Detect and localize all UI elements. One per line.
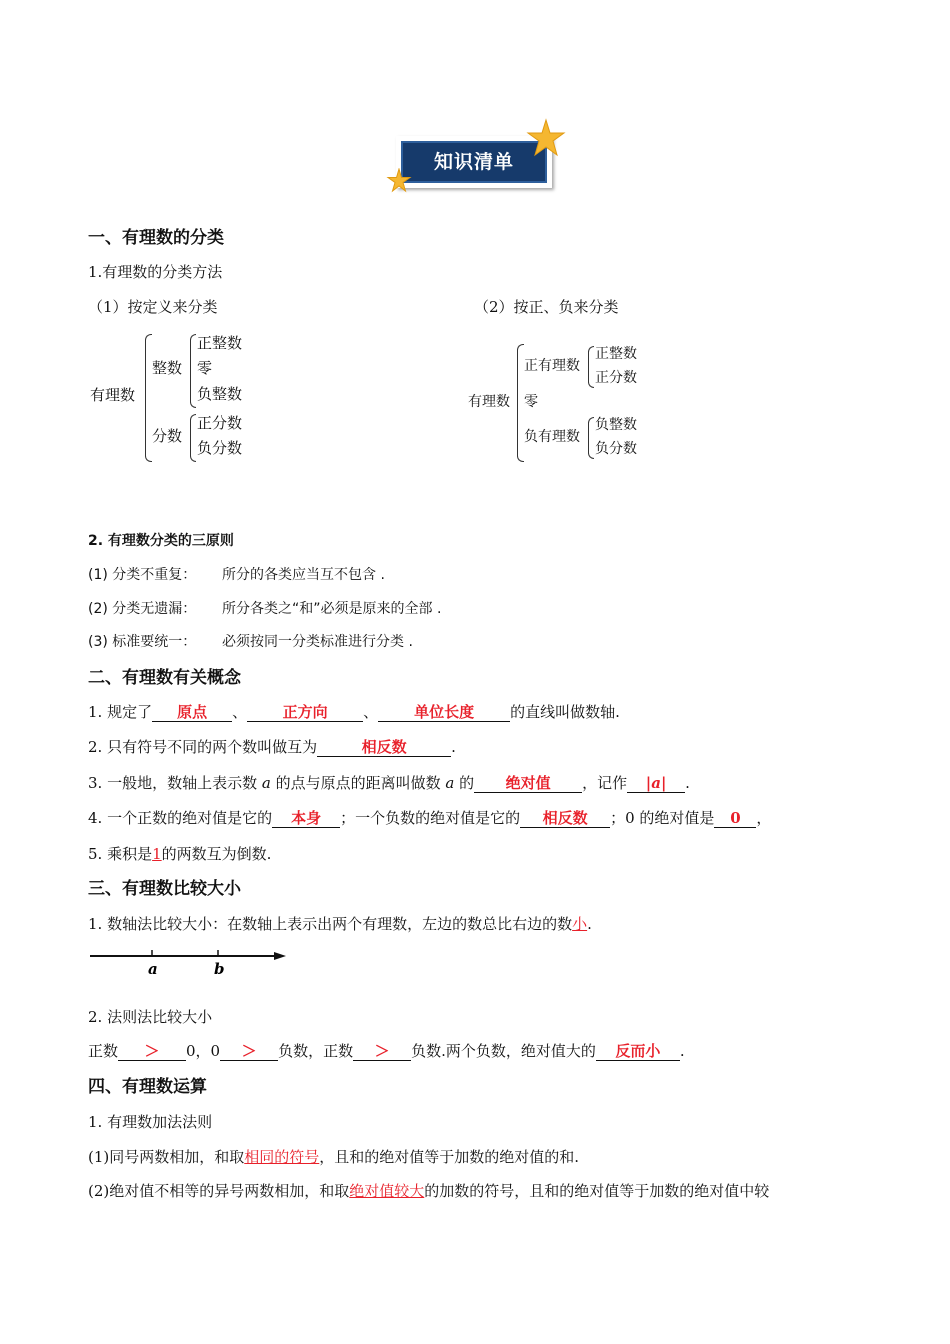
brace bbox=[517, 344, 524, 462]
rule-line: (2)绝对值不相等的异号两数相加，和取绝对值较大的加数的符号，且和的绝对值等于加数的绝对值中较 bbox=[88, 1182, 770, 1200]
concept-line: 2. 只有符号不同的两个数叫做互为 相反数 . bbox=[88, 738, 456, 756]
answer-blank: 相反数 bbox=[520, 809, 610, 828]
section-heading: 二、有理数有关概念 bbox=[88, 668, 241, 688]
section-heading: 三、有理数比较大小 bbox=[88, 879, 241, 899]
star-icon bbox=[526, 118, 566, 158]
brace bbox=[588, 346, 594, 388]
concept-line: 1. 数轴法比较大小：在数轴上表示出两个有理数，左边的数总比右边的数小. bbox=[88, 915, 592, 933]
banner-title: 知识清单 bbox=[401, 141, 547, 183]
answer-text: 1 bbox=[152, 845, 162, 863]
tree-node: 零 bbox=[524, 394, 538, 410]
tree-leaf: 零 bbox=[197, 359, 213, 377]
method-label: （1）按定义来分类 bbox=[88, 298, 218, 316]
subheading: 1.有理数的分类方法 bbox=[88, 263, 223, 281]
axis-label-a: a bbox=[148, 960, 158, 978]
tree-node: 分数 bbox=[152, 427, 183, 445]
tree-leaf: 正分数 bbox=[197, 414, 243, 432]
concept-line: 5. 乘积是1的两数互为倒数. bbox=[88, 845, 272, 863]
rule-label: (3) 标准要统一： bbox=[88, 634, 197, 650]
section-heading: 四、有理数运算 bbox=[88, 1077, 207, 1097]
tree-leaf: 负整数 bbox=[197, 385, 243, 403]
rule-text: 所分各类之“和”必须是原来的全部 . bbox=[222, 601, 442, 617]
concept-line: 4. 一个正数的绝对值是它的 本身 ；一个负数的绝对值是它的 相反数 ；0 的绝对值是 0 ， bbox=[88, 809, 772, 827]
answer-blank: 原点 bbox=[152, 703, 232, 722]
tree-node: 负有理数 bbox=[524, 429, 580, 445]
answer-blank: 相反数 bbox=[317, 738, 451, 757]
answer-blank: |a| bbox=[627, 774, 685, 793]
answer-blank: ＞ bbox=[220, 1042, 278, 1061]
answer-blank: 0 bbox=[714, 809, 756, 828]
brace bbox=[588, 417, 594, 459]
subheading: 2. 法则法比较大小 bbox=[88, 1008, 213, 1026]
rule-label: (2) 分类无遗漏： bbox=[88, 601, 197, 617]
number-line bbox=[88, 944, 292, 980]
rule-text: 所分的各类应当互不包含 . bbox=[222, 567, 385, 583]
tree-node: 整数 bbox=[152, 359, 183, 377]
tree-node: 正有理数 bbox=[524, 358, 580, 374]
answer-blank: 反而小 bbox=[596, 1042, 680, 1061]
answer-text: 绝对值较大 bbox=[349, 1182, 425, 1200]
answer-blank: 本身 bbox=[272, 809, 340, 828]
brace bbox=[145, 334, 152, 462]
concept-line: 1. 规定了 原点 、 正方向 、 单位长度 的直线叫做数轴. bbox=[88, 703, 620, 721]
answer-blank: 绝对值 bbox=[474, 774, 582, 793]
answer-blank: 单位长度 bbox=[378, 703, 510, 722]
tree-leaf: 正分数 bbox=[595, 370, 637, 386]
method-label: （2）按正、负来分类 bbox=[474, 298, 619, 316]
tree-root: 有理数 bbox=[468, 394, 510, 410]
tree-leaf: 负分数 bbox=[595, 441, 637, 457]
answer-blank: 正方向 bbox=[247, 703, 363, 722]
subheading: 1. 有理数加法法则 bbox=[88, 1113, 213, 1131]
tree-root: 有理数 bbox=[90, 386, 136, 404]
tree-leaf: 正整数 bbox=[197, 334, 243, 352]
axis-label-b: b bbox=[214, 960, 225, 978]
concept-line: 正数 ＞ 0，0 ＞ 负数，正数 ＞ 负数.两个负数，绝对值大的 反而小 . bbox=[88, 1042, 685, 1060]
answer-text: 相同的符号 bbox=[244, 1148, 320, 1166]
section-heading: 一、有理数的分类 bbox=[88, 228, 224, 248]
tree-leaf: 负整数 bbox=[595, 417, 637, 433]
brace bbox=[190, 414, 196, 462]
brace bbox=[190, 334, 196, 408]
answer-blank: ＞ bbox=[353, 1042, 411, 1061]
rule-label: (1) 分类不重复： bbox=[88, 567, 197, 583]
concept-line: 3. 一般地，数轴上表示数 a 的点与原点的距离叫做数 a 的 绝对值 ，记作 |a| . bbox=[88, 774, 690, 792]
answer-blank: ＞ bbox=[118, 1042, 186, 1061]
subheading: 2. 有理数分类的三原则 bbox=[88, 533, 234, 549]
small-star-icon bbox=[386, 168, 412, 194]
rule-line: (1)同号两数相加，和取相同的符号，且和的绝对值等于加数的绝对值的和. bbox=[88, 1148, 580, 1166]
rule-text: 必须按同一分类标准进行分类 . bbox=[222, 634, 413, 650]
tree-leaf: 正整数 bbox=[595, 346, 637, 362]
tree-leaf: 负分数 bbox=[197, 439, 243, 457]
answer-text: 小 bbox=[572, 915, 588, 933]
